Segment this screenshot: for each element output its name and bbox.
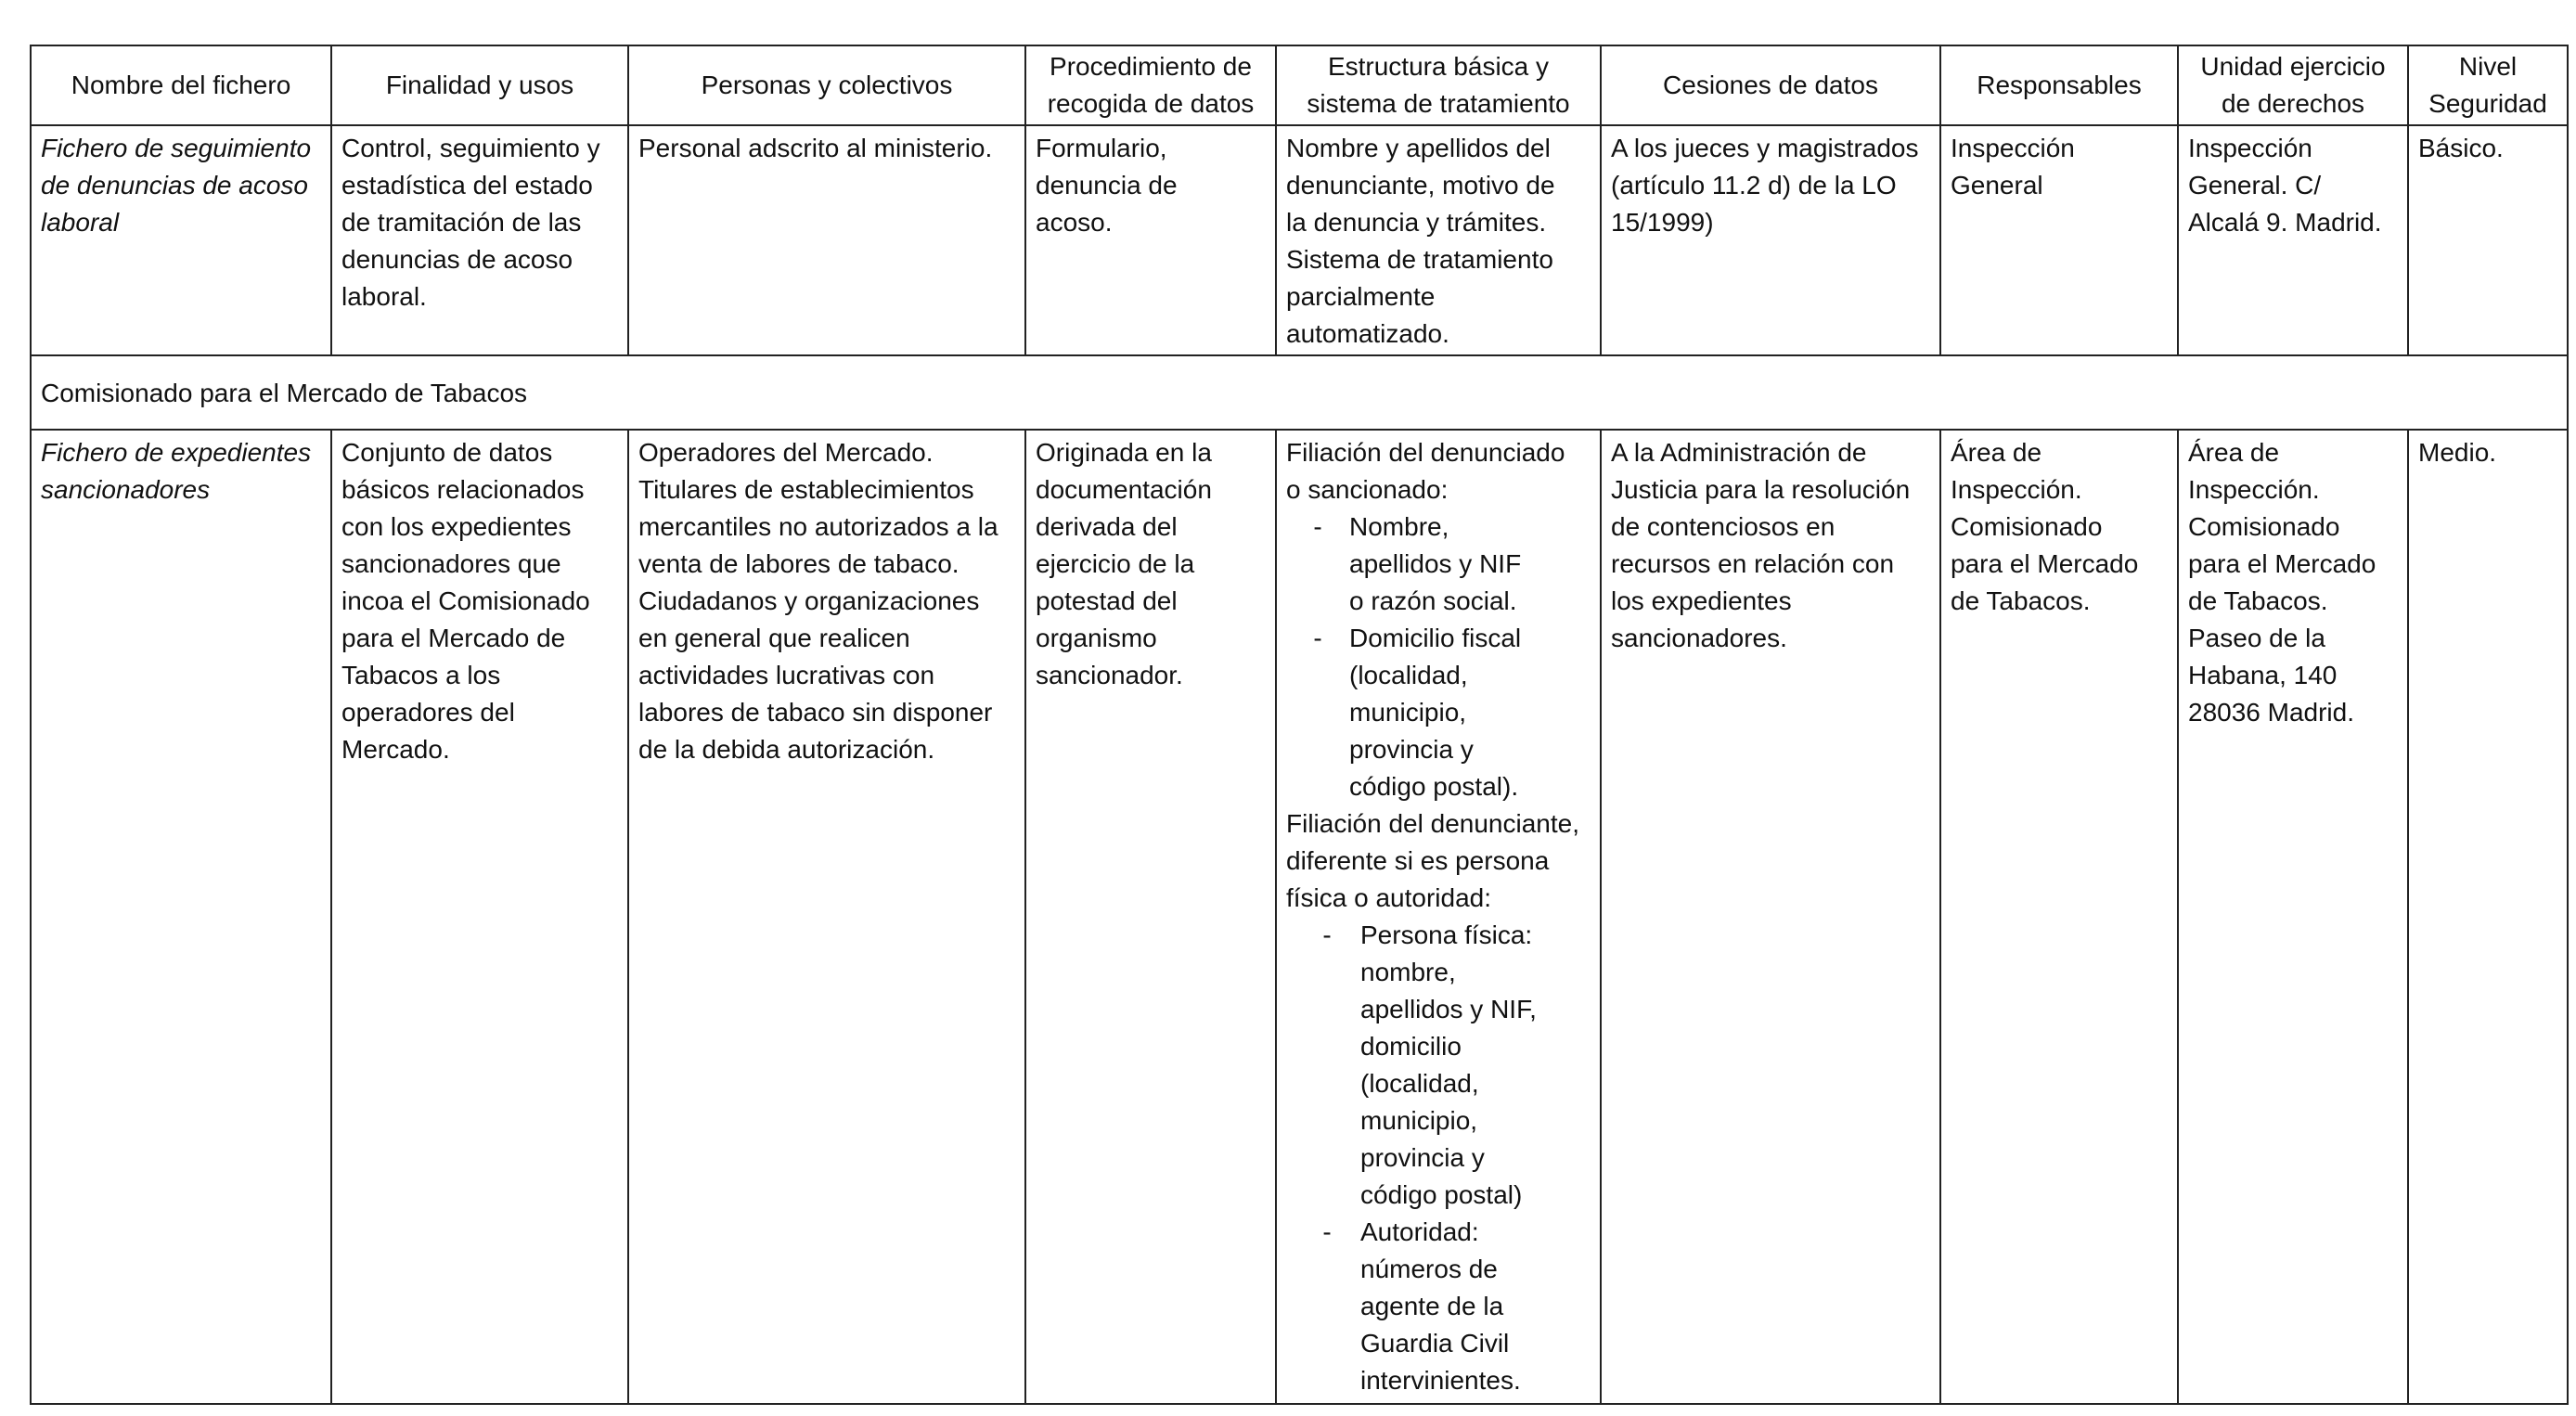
- header-nivel: Nivel Seguridad: [2408, 45, 2568, 125]
- cell-text-line: sancionadores que: [341, 549, 561, 578]
- list-item-text: [1359, 1214, 1591, 1399]
- cell-text-line: venta de labores de tabaco.: [638, 549, 960, 578]
- cell-text-line: acoso.: [1036, 208, 1113, 237]
- cell-text-line: de la debida autorización.: [638, 735, 935, 764]
- cell-text-line: Guardia Civil: [1360, 1329, 1510, 1358]
- cell-responsables: [1940, 125, 2178, 355]
- cell-text-line: Tabacos a los: [341, 661, 501, 689]
- dash-bullet: -: [1313, 624, 1322, 652]
- list-item: [1286, 1214, 1591, 1399]
- cell-text-line: Justicia para la resolución: [1611, 475, 1911, 504]
- cell-text-line: labores de tabaco sin disponer: [638, 698, 993, 727]
- header-personas: Personas y colectivos: [628, 45, 1025, 125]
- cell-text-line: Alcalá 9. Madrid.: [2188, 208, 2382, 237]
- cell-text-line: (localidad,: [1360, 1069, 1479, 1098]
- cell-text-line: municipio,: [1360, 1106, 1478, 1135]
- cell-text-line: denuncia de: [1036, 171, 1178, 200]
- cell-text-line: de contenciosos en: [1611, 512, 1835, 541]
- list-item: [1286, 917, 1591, 1214]
- cell-text-line: Formulario,: [1036, 134, 1167, 162]
- cell-text-line: domicilio: [1360, 1032, 1462, 1061]
- section-title: Comisionado para el Mercado de Tabacos: [31, 355, 2568, 430]
- cell-text-line: nombre,: [1360, 958, 1456, 986]
- cell-text-line: para el Mercado de: [341, 624, 566, 652]
- cell-text-line: apellidos y NIF,: [1360, 995, 1537, 1023]
- cell-text-line: Domicilio fiscal: [1349, 624, 1522, 652]
- cell-text-line: (localidad,: [1349, 661, 1468, 689]
- cell-text-line: provincia y: [1349, 735, 1474, 764]
- cell-text-line: estadística del estado: [341, 171, 593, 200]
- cell-text-line: Inspección: [1951, 134, 2075, 162]
- cell-finalidad: [331, 125, 628, 355]
- cell-cesiones: [1601, 125, 1940, 355]
- cell-text-line: operadores del: [341, 698, 515, 727]
- cell-text-line: para el Mercado: [2188, 549, 2376, 578]
- table-row: [31, 125, 2568, 355]
- section-row: [31, 355, 2568, 430]
- cell-text-line: Inspección: [2188, 134, 2312, 162]
- list-item-text: [1349, 620, 1591, 805]
- cell-text-line: en general que realicen: [638, 624, 910, 652]
- cell-nivel: [2408, 430, 2568, 1404]
- cell-text-line: los expedientes: [1611, 586, 1792, 615]
- cell-text-line: recursos en relación con: [1611, 549, 1895, 578]
- cell-cesiones: [1601, 430, 1940, 1404]
- cell-nivel: [2408, 125, 2568, 355]
- cell-text-line: laboral.: [341, 282, 427, 311]
- cell-text-line: derivada del: [1036, 512, 1178, 541]
- cell-unidad: [2178, 125, 2408, 355]
- cell-text-line: Nombre,: [1349, 512, 1449, 541]
- cell-procedimiento: [1025, 430, 1276, 1404]
- cell-text-line: 28036 Madrid.: [2188, 698, 2355, 727]
- list-item: [1286, 508, 1591, 620]
- cell-estructura: [1276, 125, 1601, 355]
- cell-text-line: de denuncias de acoso: [41, 171, 308, 200]
- cell-text-line: Personal adscrito al ministerio.: [638, 134, 993, 162]
- header-finalidad: Finalidad y usos: [331, 45, 628, 125]
- cell-text-line: parcialmente: [1286, 282, 1436, 311]
- list-item: [1286, 620, 1591, 805]
- cell-text-line: de tramitación de las: [341, 208, 582, 237]
- cell-finalidad: [331, 430, 628, 1404]
- header-nombre: Nombre del fichero: [31, 45, 331, 125]
- cell-text-line: código postal): [1360, 1180, 1523, 1209]
- cell-text-line: Titulares de establecimientos: [638, 475, 974, 504]
- list-item-text: [1359, 917, 1591, 1214]
- cell-text-line: 15/1999): [1611, 208, 1714, 237]
- cell-text-line: denunciante, motivo de: [1286, 171, 1555, 200]
- cell-text-line: o sancionado:: [1286, 475, 1449, 504]
- registry-table: [30, 45, 2569, 1405]
- cell-text-line: Paseo de la: [2188, 624, 2325, 652]
- table-row: [31, 430, 2568, 1404]
- cell-text-line: Persona física:: [1360, 920, 1533, 949]
- cell-text-line: de Tabacos.: [2188, 586, 2328, 615]
- cell-text-line: Sistema de tratamiento: [1286, 245, 1553, 274]
- cell-text-line: municipio,: [1349, 698, 1467, 727]
- cell-responsables: [1940, 430, 2178, 1404]
- cell-text-line: actividades lucrativas con: [638, 661, 935, 689]
- cell-text-line: A los jueces y magistrados: [1611, 134, 1919, 162]
- cell-text-line: Mercado.: [341, 735, 450, 764]
- cell-unidad: [2178, 430, 2408, 1404]
- cell-text-line: con los expedientes: [341, 512, 572, 541]
- cell-estructura: [1276, 430, 1601, 1404]
- cell-text-line: agente de la: [1360, 1292, 1504, 1320]
- cell-text-line: o razón social.: [1349, 586, 1517, 615]
- cell-text-line: denuncias de acoso: [341, 245, 573, 274]
- cell-text-line: (artículo 11.2 d) de la LO: [1611, 171, 1897, 200]
- cell-text-line: Fichero de seguimiento: [41, 134, 312, 162]
- cell-text-line: automatizado.: [1286, 319, 1449, 348]
- header-unidad: Unidad ejercicio de derechos: [2178, 45, 2408, 125]
- cell-text-line: la denuncia y trámites.: [1286, 208, 1547, 237]
- dash-bullet: -: [1322, 920, 1332, 949]
- cell-text-line: intervinientes.: [1360, 1366, 1521, 1395]
- header-cesiones: Cesiones de datos: [1601, 45, 1940, 125]
- cell-text-line: de Tabacos.: [1951, 586, 2091, 615]
- cell-nombre: [31, 125, 331, 355]
- cell-text-line: Básico.: [2418, 134, 2504, 162]
- cell-text-line: Conjunto de datos: [341, 438, 553, 467]
- cell-text-line: física o autoridad:: [1286, 883, 1492, 912]
- header-row: [31, 45, 2568, 125]
- cell-text-line: mercantiles no autorizados a la: [638, 512, 998, 541]
- list-item-text: [1349, 508, 1591, 620]
- cell-text-line: para el Mercado: [1951, 549, 2139, 578]
- cell-text-line: documentación: [1036, 475, 1212, 504]
- cell-text-line: Originada en la: [1036, 438, 1212, 467]
- cell-text-line: Filiación del denunciado: [1286, 438, 1565, 467]
- cell-personas: [628, 430, 1025, 1404]
- cell-text-line: organismo: [1036, 624, 1157, 652]
- cell-text-line: Comisionado: [1951, 512, 2103, 541]
- cell-text-line: General. C/: [2188, 171, 2322, 200]
- header-estructura: Estructura básica y sistema de tratamiento: [1276, 45, 1601, 125]
- cell-text-line: Ciudadanos y organizaciones: [638, 586, 980, 615]
- cell-text-line: Operadores del Mercado.: [638, 438, 934, 467]
- cell-text-line: ejercicio de la: [1036, 549, 1195, 578]
- cell-text-line: sancionadores: [41, 475, 211, 504]
- cell-text-line: diferente si es persona: [1286, 846, 1550, 875]
- cell-text-line: Comisionado: [2188, 512, 2340, 541]
- cell-text-line: Inspección.: [2188, 475, 2320, 504]
- cell-procedimiento: [1025, 125, 1276, 355]
- cell-text-line: Autoridad:: [1360, 1217, 1479, 1246]
- cell-nombre: [31, 430, 331, 1404]
- cell-text-line: Control, seguimiento y: [341, 134, 600, 162]
- cell-text-line: A la Administración de: [1611, 438, 1867, 467]
- cell-text-line: Filiación del denunciante,: [1286, 809, 1579, 838]
- cell-text-line: Área de: [1951, 438, 2042, 467]
- header-procedimiento: Procedimiento de recogida de datos: [1025, 45, 1276, 125]
- cell-text-line: números de: [1360, 1255, 1498, 1283]
- cell-text-line: apellidos y NIF: [1349, 549, 1522, 578]
- cell-text-line: provincia y: [1360, 1143, 1485, 1172]
- cell-text-line: Área de: [2188, 438, 2280, 467]
- cell-text-line: laboral: [41, 208, 120, 237]
- cell-text-line: básicos relacionados: [341, 475, 585, 504]
- cell-text-line: Fichero de expedientes: [41, 438, 312, 467]
- cell-text-line: sancionadores.: [1611, 624, 1787, 652]
- cell-text-line: Habana, 140: [2188, 661, 2338, 689]
- dash-bullet: -: [1322, 1217, 1332, 1246]
- cell-text-line: Medio.: [2418, 438, 2497, 467]
- cell-text-line: código postal).: [1349, 772, 1519, 801]
- cell-personas: [628, 125, 1025, 355]
- cell-text-line: potestad del: [1036, 586, 1178, 615]
- cell-text-line: incoa el Comisionado: [341, 586, 590, 615]
- cell-text-line: sancionador.: [1036, 661, 1183, 689]
- cell-text-line: General: [1951, 171, 2043, 200]
- cell-text-line: Nombre y apellidos del: [1286, 134, 1551, 162]
- cell-text-line: Inspección.: [1951, 475, 2082, 504]
- dash-bullet: -: [1313, 512, 1322, 541]
- header-responsables: Responsables: [1940, 45, 2178, 125]
